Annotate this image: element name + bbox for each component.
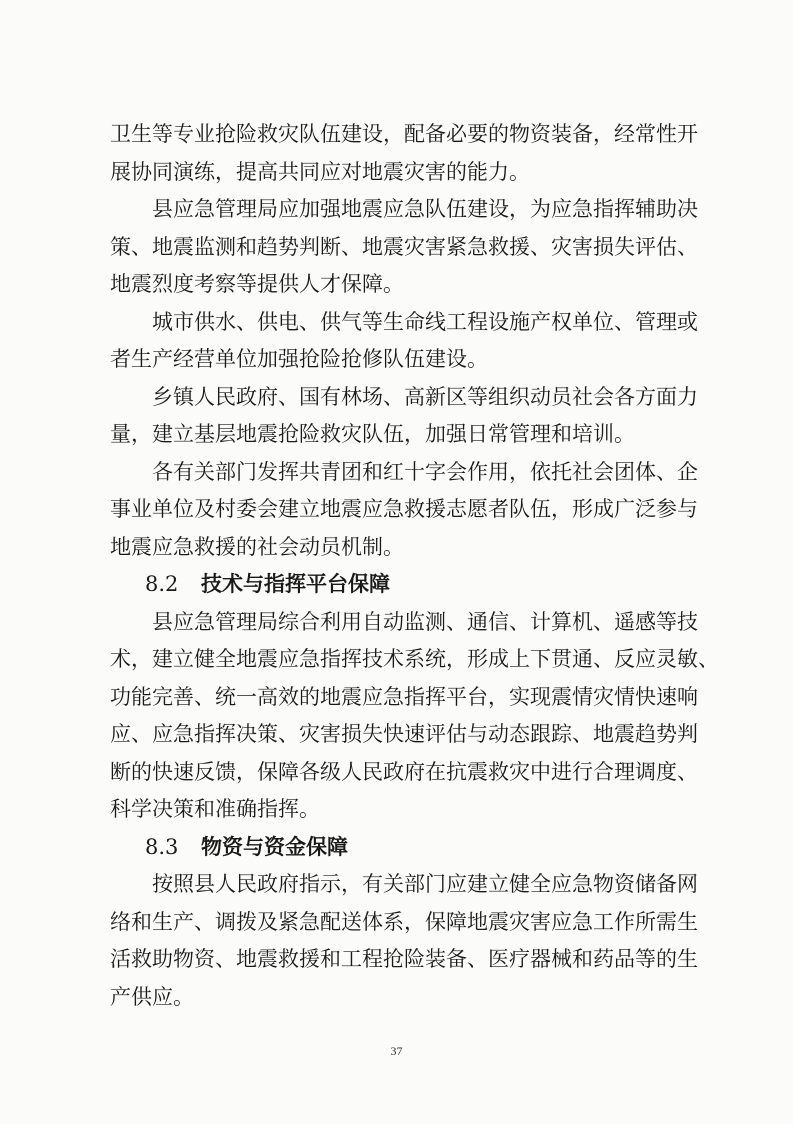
body-line: 卫生等专业抢险救灾队伍建设，配备必要的物资装备，经常性开 [110, 122, 698, 146]
body-line: 应、应急指挥决策、灾害损失快速评估与动态跟踪、地震趋势判 [110, 722, 698, 746]
body-line: 功能完善、统一高效的地震应急指挥平台，实现震情灾情快速响 [110, 684, 698, 709]
section-number: 8.2 [145, 572, 179, 596]
section-number: 8.3 [145, 834, 179, 859]
body-line: 县应急管理局综合利用自动监测、通信、计算机、遥感等技 [152, 609, 698, 634]
body-line: 量，建立基层地震抢险救灾队伍，加强日常管理和培训。 [110, 422, 635, 446]
body-line: 地震烈度考察等提供人才保障。 [110, 272, 404, 296]
body-line: 科学决策和准确指挥。 [110, 797, 320, 821]
page-number: 37 [390, 1044, 403, 1058]
body-line: 活救助物资、地震救援和工程抢险装备、医疗器械和药品等的生 [110, 947, 698, 971]
body-line: 各有关部门发挥共青团和红十字会作用，依托社会团体、企 [152, 459, 698, 484]
body-line: 产供应。 [110, 984, 194, 1009]
body-line: 展协同演练，提高共同应对地震灾害的能力。 [110, 159, 530, 184]
body-line: 络和生产、调拨及紧急配送体系，保障地震灾害应急工作所需生 [110, 909, 698, 934]
body-line: 事业单位及村委会建立地震应急救援志愿者队伍，形成广泛参与 [110, 497, 698, 521]
body-line: 乡镇人民政府、国有林场、高新区等组织动员社会各方面力 [152, 384, 698, 409]
body-line: 城市供水、供电、供气等生命线工程设施产权单位、管理或 [152, 309, 698, 334]
document-body [110, 116, 719, 1016]
body-line: 策、地震监测和趋势判断、地震灾害紧急救援、灾害损失评估、 [110, 234, 698, 259]
body-line: 断的快速反馈，保障各级人民政府在抗震救灾中进行合理调度、 [110, 759, 698, 784]
body-line: 地震应急救援的社会动员机制。 [110, 534, 404, 559]
body-line: 者生产经营单位加强抢险抢修队伍建设。 [110, 347, 488, 371]
section-heading-8-2 [110, 566, 695, 604]
body-line: 县应急管理局应加强地震应急队伍建设，为应急指挥辅助决 [152, 197, 698, 221]
section-title: 物资与资金保障 [201, 834, 348, 859]
section-heading-8-3 [110, 829, 695, 867]
section-title: 技术与指挥平台保障 [201, 572, 390, 596]
body-line: 术，建立健全地震应急指挥技术系统，形成上下贯通、反应灵敏、 [110, 647, 719, 671]
body-line: 按照县人民政府指示，有关部门应建立健全应急物资储备网 [152, 872, 698, 896]
